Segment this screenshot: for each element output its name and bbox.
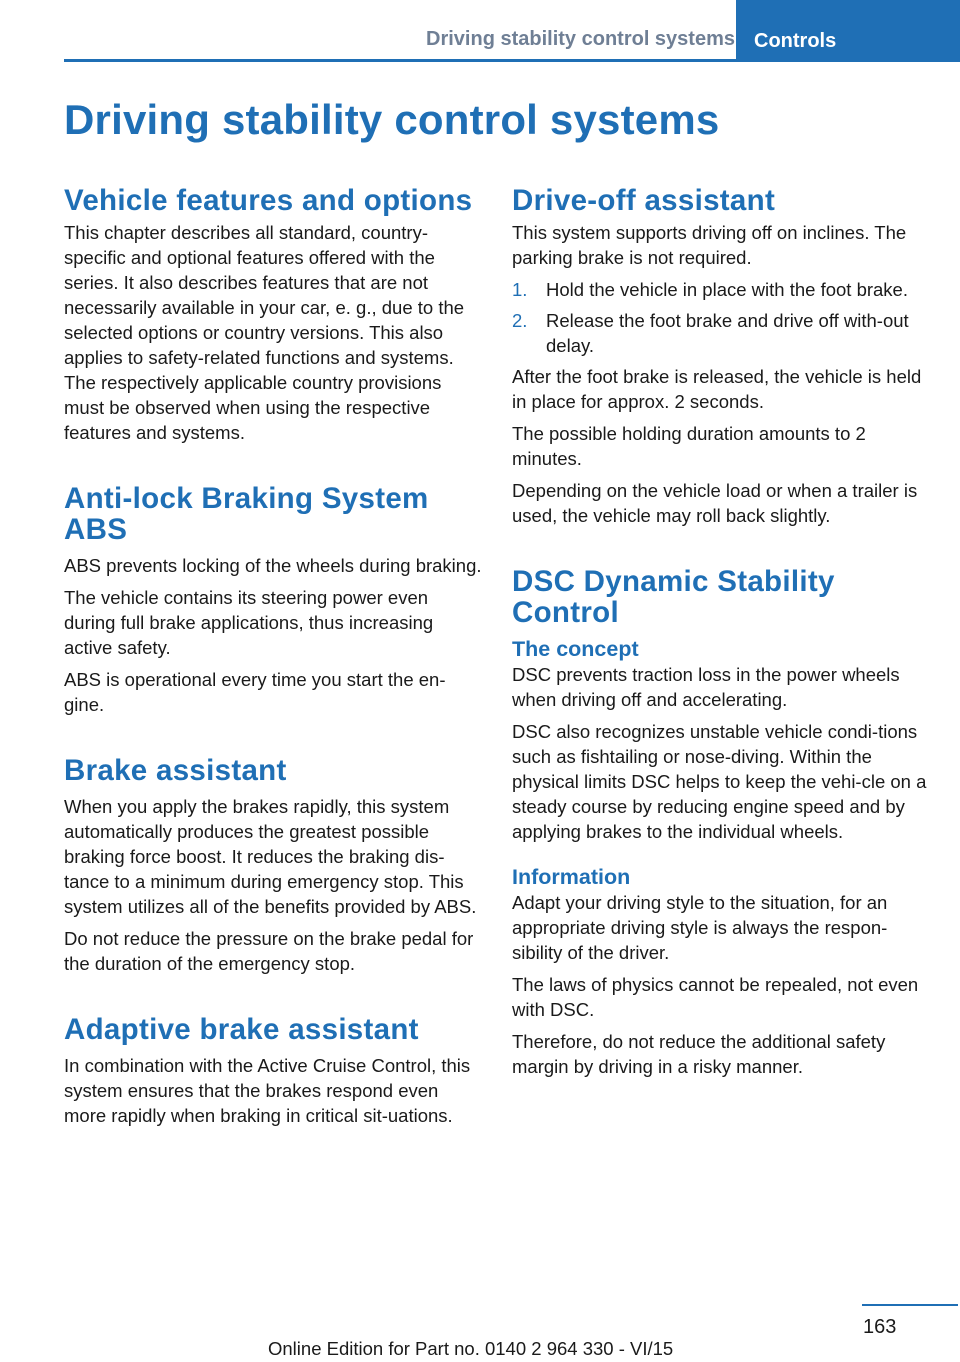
paragraph: The possible holding duration amounts to 2 minutes. bbox=[512, 423, 866, 469]
paragraph: This system supports driving off on inclines. The parking brake is not required. bbox=[512, 222, 907, 268]
section-brake-assistant bbox=[64, 755, 482, 976]
left-column bbox=[64, 185, 482, 1135]
section-adaptive-brake-assistant bbox=[64, 1014, 482, 1128]
paragraph: Depending on the vehicle load or when a trailer is used, the vehicle may roll back slightly. bbox=[512, 480, 918, 526]
page-number: 163 bbox=[863, 1316, 897, 1338]
section-dsc bbox=[512, 566, 930, 1079]
right-column bbox=[512, 185, 930, 1086]
paragraph: ABS is operational every time you start the en-gine. bbox=[64, 669, 446, 715]
paragraph: Therefore, do not reduce the additional safety margin by driving in a risky manner. bbox=[512, 1031, 886, 1077]
paragraph: Adapt your driving style to the situation, for an appropriate driving style is always the respon-sibility of the driver. bbox=[512, 892, 888, 963]
header-section-title: Driving stability control systems bbox=[426, 28, 735, 50]
edition-note: Online Edition for Part no. 0140 2 964 330 - VI/15 bbox=[268, 1338, 674, 1359]
page-header bbox=[0, 0, 960, 62]
paragraph: When you apply the brakes rapidly, this system automatically produces the greatest possible braking force boost. It reduces the braking dis-tance to a minimum during emergency stop. This system utilizes all of the benefits provided by ABS. bbox=[64, 796, 477, 917]
section-heading: Drive-off assistant bbox=[512, 184, 776, 217]
section-heading: Brake assistant bbox=[64, 754, 287, 787]
step-text: Hold the vehicle in place with the foot brake. bbox=[546, 279, 908, 300]
paragraph: This chapter describes all standard, country-specific and optional features offered with the series. It also describes features that are not necessarily available in your car, e. g., due to the selected options or country versions. This also applies to safety-related functions and systems. The respectively applicable country provisions must be observed when using the respective features and systems. bbox=[64, 222, 465, 443]
step-list bbox=[512, 277, 930, 358]
section-heading: Adaptive brake assistant bbox=[64, 1013, 419, 1046]
header-rule bbox=[64, 59, 736, 62]
page-title: Driving stability control systems bbox=[64, 96, 720, 143]
header-chapter-tab: Controls bbox=[736, 0, 960, 62]
step-number: 1. bbox=[512, 279, 528, 300]
section-abs bbox=[64, 483, 482, 717]
paragraph: The laws of physics cannot be repealed, not even with DSC. bbox=[512, 974, 919, 1020]
paragraph: The vehicle contains its steering power even during full brake applications, thus increasing active safety. bbox=[64, 587, 434, 658]
section-heading: DSC Dynamic Stability Control bbox=[512, 565, 835, 629]
paragraph: Do not reduce the pressure on the brake pedal for the duration of the emergency stop. bbox=[64, 928, 474, 974]
step-item bbox=[512, 277, 930, 302]
section-drive-off-assistant bbox=[512, 185, 930, 528]
paragraph: DSC also recognizes unstable vehicle condi-tions such as fishtailing or nose-diving. Within the physical limits DSC helps to keep the vehi-cle on a steady course by reducing engine speed and by applying brakes to the individual wheels. bbox=[512, 721, 927, 842]
paragraph: ABS prevents locking of the wheels during braking. bbox=[64, 555, 482, 576]
step-text: Release the foot brake and drive off with-out delay. bbox=[546, 310, 909, 356]
subsection-heading: The concept bbox=[512, 637, 639, 661]
paragraph: In combination with the Active Cruise Control, this system ensures that the brakes respond even more rapidly when braking in critical sit-uations. bbox=[64, 1055, 471, 1126]
subsection-heading: Information bbox=[512, 865, 631, 889]
paragraph: DSC prevents traction loss in the power wheels when driving off and accelerating. bbox=[512, 664, 900, 710]
section-heading: Vehicle features and options bbox=[64, 184, 473, 217]
footer-rule bbox=[862, 1304, 958, 1306]
section-vehicle-features bbox=[64, 185, 482, 445]
step-item bbox=[512, 308, 930, 358]
paragraph: After the foot brake is released, the vehicle is held in place for approx. 2 seconds. bbox=[512, 366, 922, 412]
section-heading: Anti-lock Braking System ABS bbox=[64, 482, 429, 546]
step-number: 2. bbox=[512, 310, 528, 331]
